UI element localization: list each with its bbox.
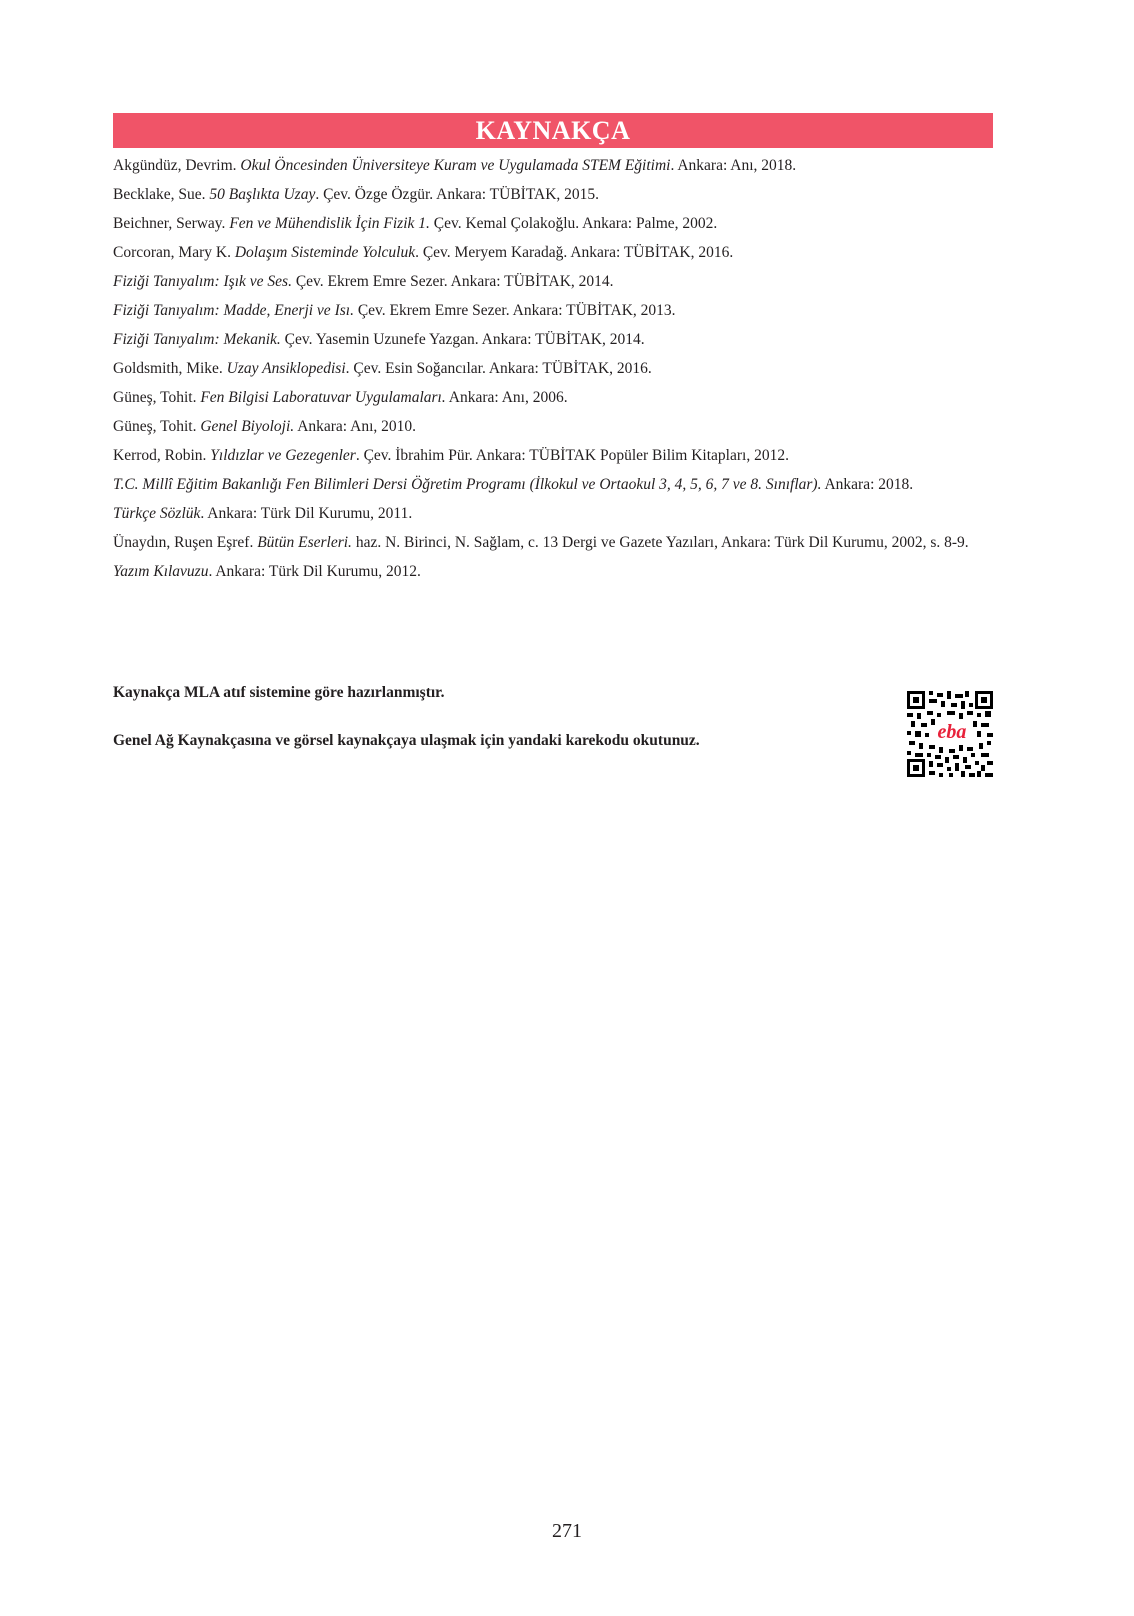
qr-instruction: Genel Ağ Kaynakçasına ve görsel kaynakçaya ulaşmak için yandaki karekodu okutunuz. xyxy=(113,732,700,749)
reference-item: T.C. Millî Eğitim Bakanlığı Fen Bilimleri Dersi Öğretim Programı (İlkokul ve Ortaokul 3, 4, 5, 6, 7 ve 8. Sınıflar). Ankara: 2018. xyxy=(113,476,914,493)
reference-list xyxy=(113,154,993,589)
reference-item: Fiziği Tanıyalım: Madde, Enerji ve Isı. Çev. Ekrem Emre Sezer. Ankara: TÜBİTAK, 2013. xyxy=(113,302,676,319)
page-number: 271 xyxy=(552,1520,582,1542)
qr-code-icon[interactable] xyxy=(907,691,993,777)
reference-item: Yazım Kılavuzu. Ankara: Türk Dil Kurumu, 2012. xyxy=(113,563,421,580)
eba-logo: eba xyxy=(937,721,967,743)
reference-item: Beichner, Serway. Fen ve Mühendislik İçin Fizik 1. Çev. Kemal Çolakoğlu. Ankara: Palme, 2002. xyxy=(113,215,718,232)
reference-item: Becklake, Sue. 50 Başlıkta Uzay. Çev. Özge Özgür. Ankara: TÜBİTAK, 2015. xyxy=(113,186,600,203)
mla-note: Kaynakça MLA atıf sistemine göre hazırlanmıştır. xyxy=(113,684,445,701)
reference-item: Güneş, Tohit. Fen Bilgisi Laboratuvar Uygulamaları. Ankara: Anı, 2006. xyxy=(113,389,568,406)
reference-item: Fiziği Tanıyalım: Mekanik. Çev. Yasemin Uzunefe Yazgan. Ankara: TÜBİTAK, 2014. xyxy=(113,331,645,348)
reference-item: Güneş, Tohit. Genel Biyoloji. Ankara: Anı, 2010. xyxy=(113,418,417,435)
reference-item: Goldsmith, Mike. Uzay Ansiklopedisi. Çev. Esin Soğancılar. Ankara: TÜBİTAK, 2016. xyxy=(113,360,652,377)
reference-item: Corcoran, Mary K. Dolaşım Sisteminde Yolculuk. Çev. Meryem Karadağ. Ankara: TÜBİTAK, 2016. xyxy=(113,244,734,261)
reference-item: Kerrod, Robin. Yıldızlar ve Gezegenler. Çev. İbrahim Pür. Ankara: TÜBİTAK Popüler Bilim Kitapları, 2012. xyxy=(113,447,789,464)
reference-item: Ünaydın, Ruşen Eşref. Bütün Eserleri. haz. N. Birinci, N. Sağlam, c. 13 Dergi ve Gazete Yazıları, Ankara: Türk Dil Kurumu, 2002, s. 8-9. xyxy=(113,534,969,551)
reference-item: Türkçe Sözlük. Ankara: Türk Dil Kurumu, 2011. xyxy=(113,505,413,522)
reference-item: Fiziği Tanıyalım: Işık ve Ses. Çev. Ekrem Emre Sezer. Ankara: TÜBİTAK, 2014. xyxy=(113,273,614,290)
bibliography-heading: KAYNAKÇA xyxy=(113,113,993,148)
reference-item: Akgündüz, Devrim. Okul Öncesinden Üniversiteye Kuram ve Uygulamada STEM Eğitimi. Ankara: Anı, 2018. xyxy=(113,157,797,174)
